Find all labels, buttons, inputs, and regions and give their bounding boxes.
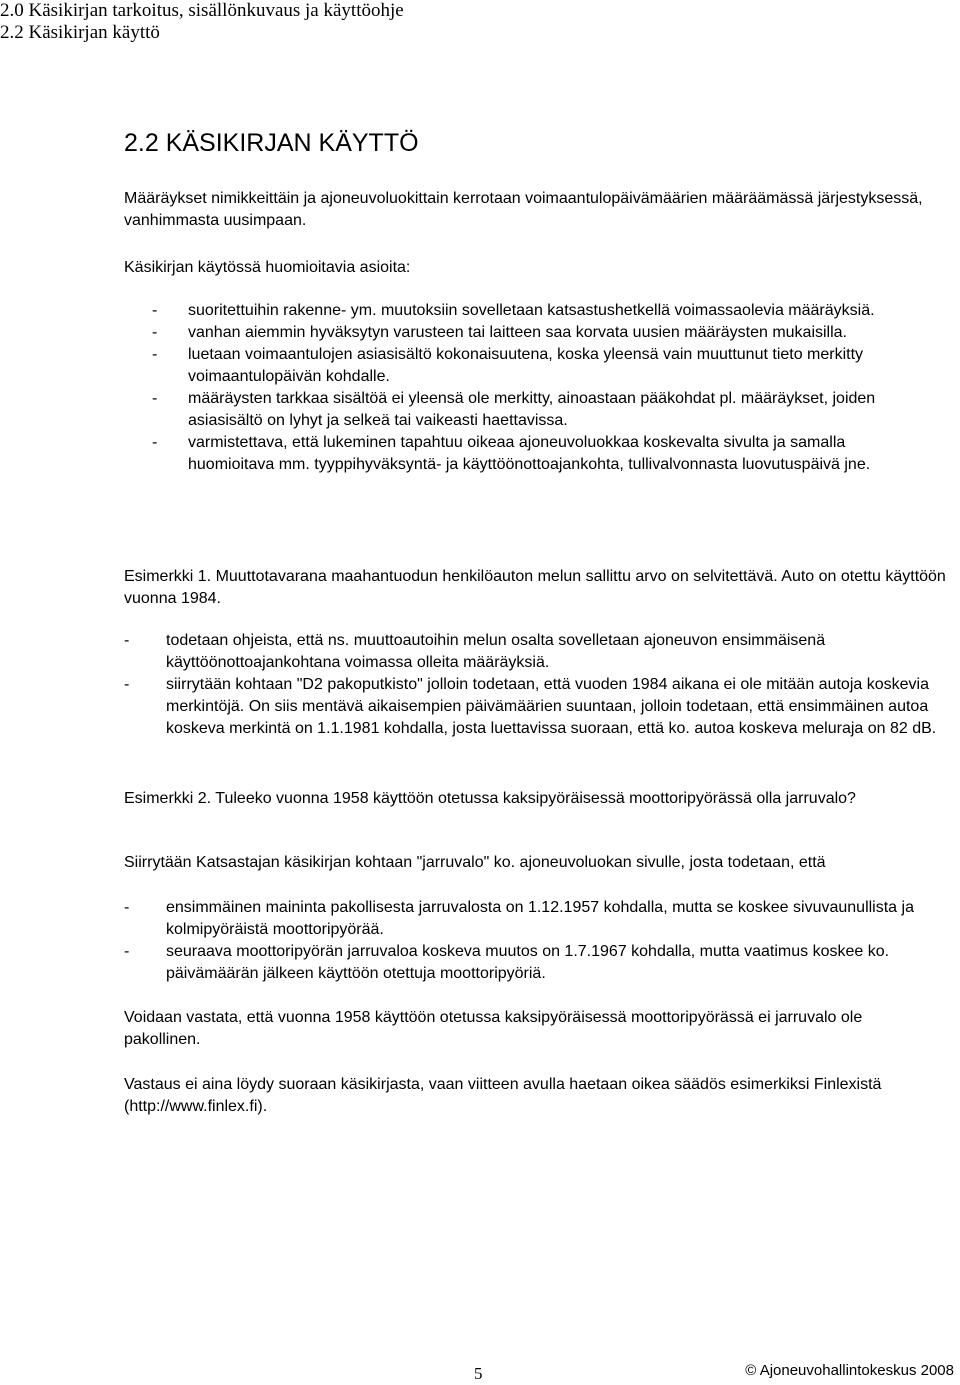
example-2-answer-text: Voidaan vastata, että vuonna 1958 käyttöön otetussa kaksipyöräisessä moottoripyörässä ei jarruvalo ole pakollinen. bbox=[124, 1009, 863, 1048]
closing-text: Vastaus ei aina löydy suoraan käsikirjasta, vaan viitteen avulla haetaan oikea säädös esimerkiksi Finlexistä (http://www.finlex.fi). bbox=[124, 1076, 882, 1115]
list-item bbox=[152, 300, 932, 322]
intro-text: Määräykset nimikkeittäin ja ajoneuvoluokittain kerrotaan voimaantulopäivämäärien määräämässä järjestyksessä, vanhimmasta uusimpaan. bbox=[124, 190, 923, 229]
dash-bullet: - bbox=[124, 632, 130, 649]
running-header bbox=[0, 0, 404, 44]
dash-bullet: - bbox=[152, 302, 158, 319]
section-heading: 2.2 KÄSIKIRJAN KÄYTTÖ bbox=[124, 129, 419, 157]
example-2-text: Esimerkki 2. Tuleeko vuonna 1958 käyttöön otetussa kaksipyöräisessä moottoripyörässä olla jarruvalo? bbox=[124, 790, 856, 807]
dash-bullet: - bbox=[124, 676, 130, 693]
example-2-lead-text: Siirrytään Katsastajan käsikirjan kohtaan "jarruvalo" ko. ajoneuvoluokan sivulle, josta todetaan, että bbox=[124, 854, 826, 871]
list-item-text: määräysten tarkkaa sisältöä ei yleensä ole merkitty, ainoastaan pääkohdat pl. määräykset, joiden asiasisältö on lyhyt ja selkeä tai vaikeasti haettavissa. bbox=[188, 390, 876, 429]
example-2 bbox=[124, 788, 924, 810]
page-number: 5 bbox=[474, 1364, 483, 1383]
notes-list bbox=[152, 300, 932, 476]
dash-bullet: - bbox=[152, 390, 158, 407]
closing-paragraph bbox=[124, 1074, 944, 1118]
example-1-text: Esimerkki 1. Muuttotavarana maahantuodun henkilöauton melun sallittu arvo on selvitettävä. Auto on otettu käyttöön vuonna 1984. bbox=[124, 568, 946, 607]
list-item bbox=[152, 322, 932, 344]
list-item bbox=[124, 674, 956, 740]
list-item bbox=[124, 941, 924, 985]
example-1 bbox=[124, 566, 956, 610]
list-item bbox=[124, 630, 956, 674]
list-item bbox=[124, 897, 924, 941]
example-1-list bbox=[124, 630, 956, 740]
dash-bullet: - bbox=[152, 346, 158, 363]
list-item-text: varmistettava, että lukeminen tapahtuu oikeaa ajoneuvoluokkaa koskevalta sivulta ja samalla huomioitava mm. tyyppihyväksyntä- ja käyttöönottoajankohta, tullivalvonnasta luovutuspäivä jne. bbox=[188, 434, 871, 473]
list-item-text: siirrytään kohtaan "D2 pakoputkisto" jolloin todetaan, että vuoden 1984 aikana ei ole mitään autoja koskevia merkintöjä. On siis mentävä aikaisempien päivämäärien suuntaan, jolloin todetaan, että ensimmäinen autoa koskeva merkintä on 1.1.1981 kohdalla, josta luettavissa suoraan, että ko. autoa koskeva meluraja on 82 dB. bbox=[166, 676, 937, 737]
dash-bullet: - bbox=[124, 943, 130, 960]
list-item-text: ensimmäinen maininta pakollisesta jarruvalosta on 1.12.1957 kohdalla, mutta se koskee sivuvaunullista ja kolmipyöräistä moottoripyörää. bbox=[166, 899, 914, 938]
example-2-lead bbox=[124, 852, 936, 874]
notes-title bbox=[124, 257, 960, 279]
copyright-notice: © Ajoneuvohallintokeskus 2008 bbox=[745, 1362, 954, 1379]
list-item-text: seuraava moottoripyörän jarruvaloa koskeva muutos on 1.7.1967 kohdalla, mutta vaatimus koskee ko. päivämäärän jälkeen käyttöön otettuja moottoripyöriä. bbox=[166, 943, 890, 982]
list-item-text: todetaan ohjeista, että ns. muuttoautoihin melun osalta sovelletaan ajoneuvon ensimmäisenä käyttöönottoajankohtana voimassa olleita määräyksiä. bbox=[166, 632, 826, 671]
list-item bbox=[152, 388, 932, 432]
list-item bbox=[152, 344, 932, 388]
header-chapter: 2.0 Käsikirjan tarkoitus, sisällönkuvaus ja käyttöohje bbox=[0, 0, 404, 21]
list-item-text: luetaan voimaantulojen asiasisältö kokonaisuutena, koska yleensä vain muuttunut tieto merkitty voimaantulopäivän kohdalle. bbox=[188, 346, 864, 385]
example-2-list bbox=[124, 897, 924, 985]
example-2-answer bbox=[124, 1007, 924, 1051]
dash-bullet: - bbox=[152, 434, 158, 451]
list-item-text: vanhan aiemmin hyväksytyn varusteen tai laitteen saa korvata uusien määräysten mukaisilla. bbox=[188, 324, 847, 341]
dash-bullet: - bbox=[124, 899, 130, 916]
notes-title-text: Käsikirjan käytössä huomioitavia asioita: bbox=[124, 259, 411, 276]
list-item-text: suoritettuihin rakenne- ym. muutoksiin sovelletaan katsastushetkellä voimassaolevia määräyksiä. bbox=[188, 302, 875, 319]
intro-paragraph bbox=[124, 188, 960, 232]
dash-bullet: - bbox=[152, 324, 158, 341]
header-section: 2.2 Käsikirjan käyttö bbox=[0, 22, 160, 43]
list-item bbox=[152, 432, 932, 476]
